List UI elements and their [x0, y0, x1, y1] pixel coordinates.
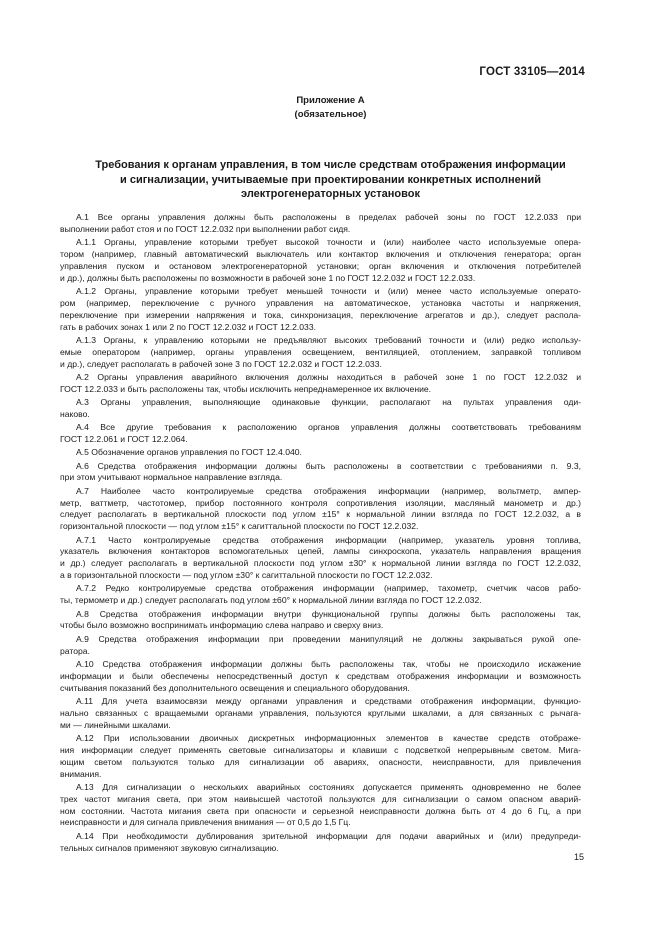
paragraph-line: А.14 При необходимости дублирования зрительной информации для подачи аварийных и (или) предупреди- [76, 830, 581, 841]
paragraph-line: управления пуском и остановом электрогенераторной установки; орган включения и отключения потребителей [60, 260, 581, 271]
paragraph-line: информации и были обеспечены непосредственный доступ к средствам отображения информации и возможность [60, 670, 581, 681]
heading-line: и сигнализации, учитываемые при проектировании конкретных исполнений [120, 173, 541, 186]
paragraph [60, 422, 581, 446]
paragraph-line: внимания. [60, 768, 102, 779]
paragraph-line: неисправности и для сигнала привлечения внимания — от 0,5 до 1,5 Гц. [60, 817, 351, 828]
paragraph-line: ты, термометр и др.) следует располагать под углом ±60° к нормальной линии взгляда по ГОСТ 12.2.032. [60, 595, 482, 606]
paragraph-line: А.1.2 Органы, управление которыми требует меньшей точности и (или) менее часто используемые операто- [76, 286, 581, 297]
paragraph [60, 535, 581, 583]
paragraph-line: А.8 Средства отображения информации внутри функциональной группы должны быть расположены так, [76, 608, 581, 619]
paragraph [60, 782, 581, 830]
paragraph-line: А.1.1 Органы, управление которыми требует высокой точности и (или) наиболее часто используемые опера- [76, 237, 581, 248]
paragraph-line: и др.), следует располагать в рабочей зоне 3 по ГОСТ 12.2.032 и ГОСТ 12.2.033. [60, 358, 382, 369]
paragraph-line: А.10 Средства отображения информации должны быть расположены так, чтобы не происходило искажение [76, 658, 581, 669]
paragraph [60, 634, 581, 658]
paragraph-line: А.7.1 Часто контролируемые средства отображения информации (например, указатель уровня топлива, [76, 534, 581, 545]
paragraph [60, 212, 581, 236]
paragraph-line: считывания показаний без дополнительного освещения и специального оборудования. [60, 682, 410, 693]
heading-line: электрогенераторных установок [241, 188, 420, 200]
paragraph-line: А.1.3 Органы, к управлению которыми не предъявляют высоких требований точности и (или) редко использу- [76, 334, 581, 345]
paragraph-line: следует располагать в вертикальной плоскости под углом ±15° к нормальной линии взгляда по ГОСТ 12.2.032, а в [60, 509, 581, 520]
paragraph-line: горизонтальной плоскости — под углом ±15° к сагиттальной плоскости по ГОСТ 12.2.032. [60, 521, 419, 532]
paragraph-line: наково. [60, 408, 90, 419]
paragraph-line: ния информации следует применять световые сигнализаторы и клавиши с подсветкой непрерывным светом. Мига- [60, 744, 581, 755]
paragraph-line: ном состоянии. Частота мигания света при опасности и серьезной неисправности должна быть от 4 до 6 Гц, а при [60, 805, 581, 816]
appendix-status: (обязательное) [294, 109, 367, 120]
paragraph-line: чтобы было возможно воспринимать информацию слева направо и сверху вниз. [60, 620, 384, 631]
paragraph [60, 659, 581, 695]
paragraph-line: А.7 Наиболее часто контролируемые средства отображения информации (например, вольтметр, ампер- [76, 485, 581, 496]
paragraph-line: тельных сигналов применяют звуковую сигнализацию. [60, 842, 279, 853]
paragraph-line: выполнении работ стоя и по ГОСТ 12.2.032 при выполнении работ сидя. [60, 223, 351, 234]
paragraph [60, 286, 581, 334]
paragraph-line: тором (например, главный автоматический выключатель или контактор включения и отключения генератора; орган [60, 249, 581, 260]
paragraph [60, 237, 581, 285]
paragraph-line: ром (например, переключение с ручного управления на автоматическое, установка частоты и напряжения, [60, 297, 581, 308]
paragraph [60, 696, 581, 732]
paragraph [60, 733, 581, 781]
paragraph-line: А.6 Средства отображения информации должны быть расположены в соответствии с требованиями п. 9.3, [76, 460, 581, 471]
paragraph-line: указатель включения контакторов вспомогательных цепей, лампы синхроскопа, указатель направления вращения [60, 546, 581, 557]
paragraph [60, 609, 581, 633]
paragraph-line: и др.), должны быть расположены по возможности в рабочей зоне 1 по ГОСТ 12.2.032 и ГОСТ 12.2.033. [60, 272, 476, 283]
paragraph-line: А.5 Обозначение органов управления по ГОСТ 12.4.040. [76, 447, 302, 458]
paragraph-line: ратора. [60, 645, 90, 656]
paragraph-line: А.7.2 Редко контролируемые средства отображения информации (например, тахометр, счетчик часов рабо- [76, 583, 581, 594]
standard-number: ГОСТ 33105—2014 [479, 66, 585, 78]
paragraph [60, 372, 581, 396]
paragraph-line: А.2 Органы управления аварийного включения должны находиться в рабочей зоне 1 по ГОСТ 12.2.032 и [76, 371, 581, 382]
paragraph-line: ГОСТ 12.2.033 и быть расположены так, чтобы исключить непреднамеренное их включение. [60, 383, 432, 394]
paragraph-line: А.1 Все органы управления должны быть расположены в пределах рабочей зоны по ГОСТ 12.2.033 при [76, 212, 581, 222]
paragraph-line: А.3 Органы управления, выполняющие одинаковые функции, располагают на пультах управления оди- [76, 397, 581, 408]
paragraph [60, 447, 581, 459]
paragraph-line: при этом учитывают нормальное направление взгляда. [60, 472, 283, 483]
paragraph-line: ГОСТ 12.2.061 и ГОСТ 12.2.064. [60, 434, 188, 445]
paragraph-line: метр, ваттметр, частотомер, прибор постоянного контроля сопротивления изоляции, масляный манометр и др.) [60, 497, 581, 508]
paragraph [60, 486, 581, 534]
paragraph [60, 335, 581, 371]
paragraph-line: А.9 Средства отображения информации при проведении манипуляций не должны закрываться рукой опе- [76, 633, 581, 644]
paragraph-line: А.12 При использовании двоичных дискретных информационных элементов в качестве средств отображе- [76, 732, 581, 743]
paragraph [60, 831, 581, 855]
appendix-title: Приложение А [296, 95, 365, 106]
paragraph-line: ющим светом пользуются только для сигнализации об авариях, опасности, неисправности, для привлечения [60, 756, 581, 767]
paragraph-line: А.13 Для сигнализации о нескольких аварийных состояниях допускается применять одновременно не более [76, 781, 581, 792]
paragraph-line: трех частот мигания света, при этом наивысшей частотой пользуются для сигнализации о самом опасном аварий- [60, 793, 581, 804]
paragraph [60, 583, 581, 607]
paragraph-line: А.11 Для учета взаимосвязи между органами управления и средствами отображения информации, функцио- [76, 695, 581, 706]
paragraph-line: гать в рабочих зонах 1 или 2 по ГОСТ 12.2.032 и ГОСТ 12.2.033. [60, 321, 317, 332]
heading-line: Требования к органам управления, в том числе средствам отображения информации [95, 159, 566, 171]
paragraph-line: и др.) следует располагать в вертикальной плоскости под углом ±30° к нормальной линии взгляда по ГОСТ 12.2.032, [60, 558, 581, 569]
document-body [60, 212, 581, 856]
paragraph-line: А.4 Все другие требования к расположению органов управления должны соответствовать требованиям [76, 422, 581, 433]
section-heading [60, 158, 601, 202]
paragraph-line: ми — линейными шкалами. [60, 719, 171, 730]
paragraph [60, 397, 581, 421]
paragraph [60, 461, 581, 485]
paragraph-line: переключение при измерении напряжения и тока, синхронизация, переключение агрегатов и др.), следует распола- [60, 309, 581, 320]
paragraph-line: емые оператором (например, органы управления освещением, вентиляцией, отоплением, заправкой топливом [60, 346, 581, 357]
page-number: 15 [573, 852, 584, 862]
paragraph-line: нально связанных с вращаемыми органами управления, пользуются круглыми шкалами, а для связанных с рычага- [60, 707, 581, 718]
paragraph-line: а в горизонтальной плоскости — под углом ±30° к сагиттальной плоскости по ГОСТ 12.2.032. [60, 570, 433, 581]
